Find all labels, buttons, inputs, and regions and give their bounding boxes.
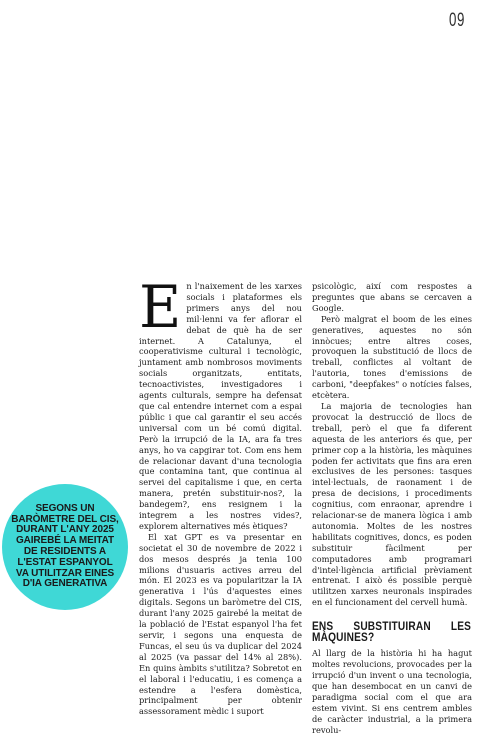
paragraph: psicològic, així com respostes a preguntes que abans se cercaven a Google.	[312, 281, 472, 313]
paragraph: Al llarg de la història hi ha hagut moltes revolucions, provocades per la irrupció d'un invent o una tecnologia, que han desembocat en un canvi de paradigma social com el que ara estem vivint. Si ens centrem ambles de caràcter industrial, a la primera revolu-	[312, 648, 472, 735]
pull-quote-text: SEGONS UN BARÒMETRE DEL CIS, DURANT L'ANY 2025 GAIREBÉ LA MEITAT DE RESIDENTS A L'ESTAT ESPANYOL VA UTILITZAR EINES D'IA GENERATIVA	[11, 502, 119, 590]
page-number: 09	[448, 10, 465, 31]
section-subheading: ENS SUBSTITUIRAN LES MÀQUINES?	[312, 621, 472, 645]
paragraph: La majoria de tecnologies han provocat la destrucció de llocs de treball, però el que fa diferent aquesta de les anteriors és que, per primer cop a la història, les màquines poden fer activitats que fins ara eren exclusives de les persones: tasques intel·lectuals, de raonament i de presa de decisions, i procediments cognitius, com enraonar, aprendre i relacionar-se de manera lògica i amb autonomia. Moltes de les nostres habilitats cognitives, doncs, es poden substituir fàcilment per computadores amb programari d'intel·ligència artificial prèviament entrenat. I això és possible perquè utilitzen xarxes neuronals inspirades en el funcionament del cervell humà.	[312, 400, 472, 608]
article-column-right	[312, 281, 472, 735]
paragraph: Però malgrat el boom de les eines generatives, aquestes no són innòcues; entre altres coses, provoquen la substitució de llocs de treball, conflictes al voltant de l'autoria, tones d'emissions de carboni, "deepfakes" o notícies falses, etcètera.	[312, 313, 472, 401]
drop-cap: E	[139, 273, 182, 341]
paragraph-intro-text: n l'naixement de les xarxes socials i plataformes els primers anys del nou mil·lenni va fer aflorar el debat de què ha de ser internet. A Catalunya, el cooperativisme cultural i tecnològic, juntament amb nombrosos moviments socials organitzats, entitats, tecnoactivistes, investigadores i agents culturals, sempre ha defensat que cal entendre internet com a espai públic i que cal garantir el seu accés universal com un bé comú digital. Però la irrupció de la IA, ara fa tres anys, ho va capgirar tot. Com ens hem de relacionar davant d'una tecnologia que contamina tant, que continua al servei del capitalisme i que, en certa manera, pretén substituir-nos?, la bandegem?, ens resignem i la integrem a les nostres vides?, explorem alternatives més ètiques?	[139, 281, 302, 531]
paragraph-intro	[139, 273, 302, 532]
pull-quote-circle	[2, 484, 128, 610]
article-column-left	[139, 273, 302, 717]
paragraph: El xat GPT es va presentar en societat el 30 de novembre de 2022 i dos mesos després ja tenia 100 milions d'usuaris actives arreu del món. El 2023 es va popularitzar la IA generativa i l'ús d'aquestes eines digitals. Segons un baròmetre del CIS, durant l'any 2025 gairebé la meitat de la població de l'Estat espanyol l'ha fet servir, i segons una enquesta de Funcas, el seu ús va duplicar del 2024 al 2025 (va passar del 14% al 28%). En quins àmbits s'utilitza? Sobretot en el laboral i l'educatiu, i es comença a estendre a l'esfera domèstica, principalment per obtenir assessorament mèdic i suport	[139, 531, 302, 717]
